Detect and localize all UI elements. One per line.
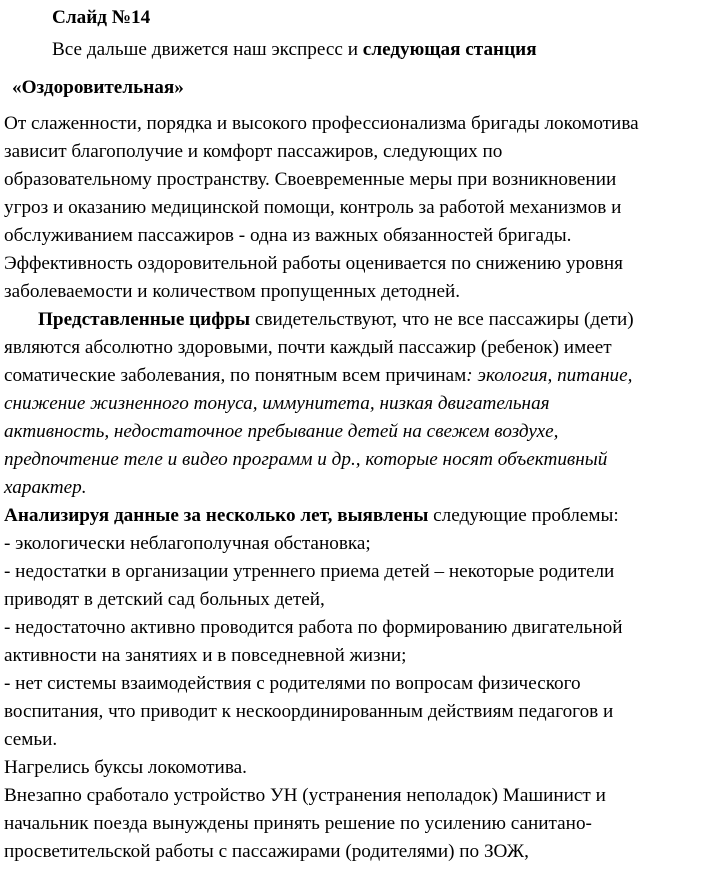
paragraph1-line: угроз и оказанию медицинской помощи, контроль за работой механизмов и <box>4 197 622 218</box>
paragraph2-italic-line: активность, недостаточное пребывание детей на свежем воздухе, <box>4 421 559 442</box>
problem-line: - недостаточно активно проводится работа по формированию двигательной <box>4 617 623 638</box>
closing-line: Внезапно сработало устройство УН (устранения неполадок) Машинист и <box>4 785 606 806</box>
paragraph2-italic-line: предпочтение теле и видео программ и др., которые носят объективный <box>4 449 608 470</box>
paragraph1-line: заболеваемости и количеством пропущенных детодней. <box>4 281 461 302</box>
closing-line: просветительской работы с пассажирами (родителями) по ЗОЖ, <box>4 841 529 862</box>
closing-line: Нагрелись буксы локомотива. <box>4 757 247 778</box>
paragraph2-italic-line: характер. <box>4 477 87 498</box>
analysis-line <box>4 502 619 530</box>
problem-line: приводят в детский сад больных детей, <box>4 589 325 610</box>
problem-line: воспитания, что приводит к нескоординированным действиям педагогов и <box>4 701 614 722</box>
problem-line: - нет системы взаимодействия с родителями по вопросам физического <box>4 673 581 694</box>
paragraph1-line: обслуживанием пассажиров - одна из важных обязанностей бригады. <box>4 225 572 246</box>
paragraph1-line: От слаженности, порядка и высокого профессионализма бригады локомотива <box>4 113 639 134</box>
paragraph2-line3-normal: соматические заболевания, по понятным всем причинам <box>4 365 467 386</box>
intro-text: Все дальше движется наш экспресс и <box>52 39 363 60</box>
paragraph2-italic-line: снижение жизненного тонуса, иммунитета, низкая двигательная <box>4 393 550 414</box>
problem-line: - экологически неблагополучная обстановка; <box>4 533 371 554</box>
problem-line: - недостатки в организации утреннего приема детей – некоторые родители <box>4 561 615 582</box>
paragraph1-line: Эффективность оздоровительной работы оценивается по снижению уровня <box>4 253 623 274</box>
intro-bold: следующая станция <box>362 39 537 60</box>
analysis-bold: Анализируя данные за несколько лет, выявлены <box>4 505 429 526</box>
paragraph2-line <box>4 362 632 390</box>
slide-title: Слайд №14 <box>52 7 151 28</box>
paragraph1-line: образовательному пространству. Своевременные меры при возникновении <box>4 169 617 190</box>
station-name: «Оздоровительная» <box>12 77 184 98</box>
paragraph2-line1-rest: свидетельствуют, что не все пассажиры (дети) <box>250 309 634 330</box>
paragraph2-line: являются абсолютно здоровыми, почти каждый пассажир (ребенок) имеет <box>4 337 612 358</box>
paragraph1-line: зависит благополучие и комфорт пассажиров, следующих по <box>4 141 503 162</box>
problem-line: семьи. <box>4 729 58 750</box>
paragraph2-line3-italic: : экология, питание, <box>466 365 633 386</box>
intro-line <box>52 36 537 64</box>
paragraph2-bold-start: Представленные цифры <box>38 309 251 330</box>
paragraph2-line <box>38 306 634 334</box>
closing-line: начальник поезда вынуждены принять решение по усилению санитано- <box>4 813 592 834</box>
problem-line: активности на занятиях и в повседневной жизни; <box>4 645 407 666</box>
analysis-rest: следующие проблемы: <box>428 505 619 526</box>
